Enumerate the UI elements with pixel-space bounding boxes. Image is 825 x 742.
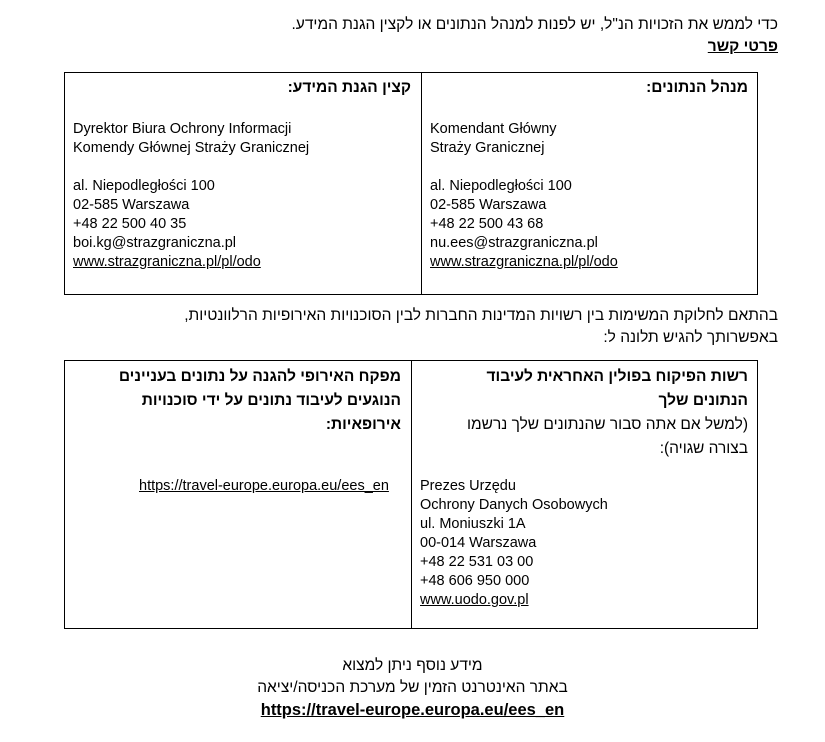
controller-website-link[interactable]: www.strazgraniczna.pl/pl/odo [430, 254, 618, 270]
dpo-email: boi.kg@strazgraniczna.pl [73, 235, 237, 251]
authority-heading: רשות הפיקוח בפולין האחראית לעיבוד הנתונים שלך (למשל אם אתה סבור שהנתונים שלך נרשמו בצורה שגויה): [418, 365, 748, 461]
authority-note: (למשל אם אתה סבור שהנתונים שלך נרשמו [467, 416, 748, 433]
edps-heading: מפקח האירופי להגנה על נתונים בעניינים הנוגעים לעיבוד נתונים על ידי סוכנויות אירופאיות: [118, 368, 401, 433]
complaint-intro-line2: באפשרותך להגיש תלונה ל: [603, 329, 778, 346]
footer-line2: באתר האינטרנט הזמין של מערכת הכניסה/יציאה [257, 679, 568, 696]
edps-address [139, 477, 389, 496]
contacts-table [64, 72, 758, 295]
dpo-address: al. Niepodległości 100 02-585 Warszawa +48 22 500 40 35 boi.kg@strazgraniczna.pl www.strazgraniczna.pl/pl/odo [73, 178, 261, 270]
contact-heading: פרטי קשר [707, 38, 778, 55]
dpo-website-link[interactable]: www.strazgraniczna.pl/pl/odo [73, 254, 261, 270]
controller-heading: מנהל הנתונים: [646, 79, 748, 96]
dpo-heading: קצין הגנת המידע: [287, 79, 411, 96]
contacts-table-divider [421, 73, 422, 294]
complaints-table-divider [411, 361, 412, 628]
authority-website-link[interactable]: www.uodo.gov.pl [420, 592, 529, 608]
dpo-name: Dyrektor Biura Ochrony Informacji Komendy Głównej Straży Granicznej [73, 121, 310, 156]
controller-name: Komendant Główny Straży Granicznej [430, 121, 557, 156]
controller-address: al. Niepodległości 100 02-585 Warszawa +48 22 500 43 68 nu.ees@strazgraniczna.pl www.strazgraniczna.pl/pl/odo [430, 178, 618, 270]
controller-email: nu.ees@strazgraniczna.pl [430, 235, 598, 251]
complaint-intro-line1: בהתאם לחלוקת המשימות בין רשויות המדינות החברות לבין הסוכנויות האירופיות הרלוונטיות, [184, 307, 778, 324]
authority-address: Prezes Urzędu Ochrony Danych Osobowych ul. Moniuszki 1A 00-014 Warszawa +48 22 531 03 00 +48 606 950 000 www.uodo.gov.pl [420, 478, 608, 608]
footer [0, 655, 825, 722]
intro-block [58, 14, 778, 58]
complaint-intro [38, 305, 778, 349]
intro-text: כדי לממש את הזכויות הנ"ל, יש לפנות למנהל הנתונים או לקצין הגנת המידע. [291, 16, 778, 33]
complaints-table [64, 360, 758, 629]
footer-website-link[interactable]: https://travel-europe.europa.eu/ees_en [260, 701, 565, 719]
footer-line1: מידע נוסף ניתן למצוא [342, 657, 483, 674]
edps-website-link[interactable]: https://travel-europe.europa.eu/ees_en [139, 478, 389, 494]
